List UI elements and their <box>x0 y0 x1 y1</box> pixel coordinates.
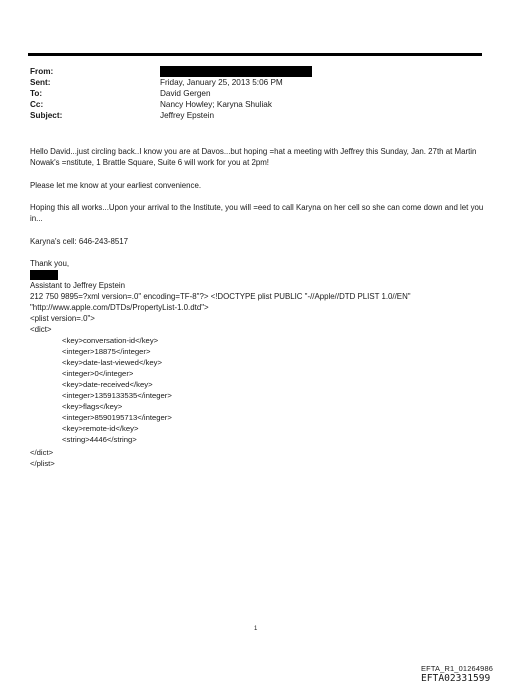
thank-you: Thank you, <box>30 259 70 268</box>
sent-value: Friday, January 25, 2013 5:06 PM <box>160 78 283 87</box>
plist-close: </plist> <box>30 459 55 468</box>
plist-line: <key>conversation-id</key> <box>62 336 159 345</box>
redacted-from <box>160 66 312 77</box>
signature-title: Assistant to Jeffrey Epstein <box>30 281 126 290</box>
dict-open: <dict> <box>30 325 52 334</box>
bates-stamp-r1: EFTA_R1_01264986 <box>421 664 494 673</box>
karyna-cell: Karyna's cell: 646-243-8517 <box>30 237 129 246</box>
cc-label: Cc: <box>30 100 44 109</box>
subject-label: Subject: <box>30 111 63 120</box>
plist-open: <plist version=.0"> <box>30 314 95 323</box>
redacted-signature <box>30 270 58 280</box>
to-value: David Gergen <box>160 89 211 98</box>
dict-close: </dict> <box>30 448 54 457</box>
signature-dtd: "http://www.apple.com/DTDs/PropertyList-1.0.dtd"> <box>30 303 209 312</box>
bates-stamp: EFTA02331599 <box>421 673 491 684</box>
to-label: To: <box>30 89 43 98</box>
email-body-p1: Hello David...just circling back..I know you are at Davos...but hoping =hat a meeting with Jeffrey this Sunday, Jan. 27th at Martin Nowak's =nstitute, 1 Brattle Square, Suite 6 will work for you at 2pm! <box>30 147 477 167</box>
email-body-p3: Hoping this all works...Upon your arrival to the Institute, you will =eed to call Karyna on her cell so she can come down and let you in... <box>30 203 484 223</box>
plist-line: <integer>0</integer> <box>62 369 134 378</box>
plist-line: <integer>18875</integer> <box>62 347 151 356</box>
plist-line: <string>4446</string> <box>62 435 137 444</box>
plist-line: <key>date-last-viewed</key> <box>62 358 162 367</box>
from-label: From: <box>30 67 54 76</box>
page-number: 1 <box>254 626 258 632</box>
email-body-p2: Please let me know at your earliest convenience. <box>30 181 202 190</box>
plist-line: <key>remote-id</key> <box>62 424 139 433</box>
signature-phone-xml: 212 750 9895=?xml version=.0" encoding=TF-8"?> <!DOCTYPE plist PUBLIC "-//Apple//DTD PLIST 1.0//EN" <box>30 292 411 301</box>
cc-value: Nancy Howley; Karyna Shuliak <box>160 100 272 109</box>
subject-value: Jeffrey Epstein <box>160 111 215 120</box>
plist-line: <key>date-received</key> <box>62 380 153 389</box>
header-rule <box>28 53 482 56</box>
plist-line: <integer>8590195713</integer> <box>62 413 172 422</box>
plist-line: <key>flags</key> <box>62 402 123 411</box>
plist-line: <integer>1359133535</integer> <box>62 391 172 400</box>
sent-label: Sent: <box>30 78 51 87</box>
